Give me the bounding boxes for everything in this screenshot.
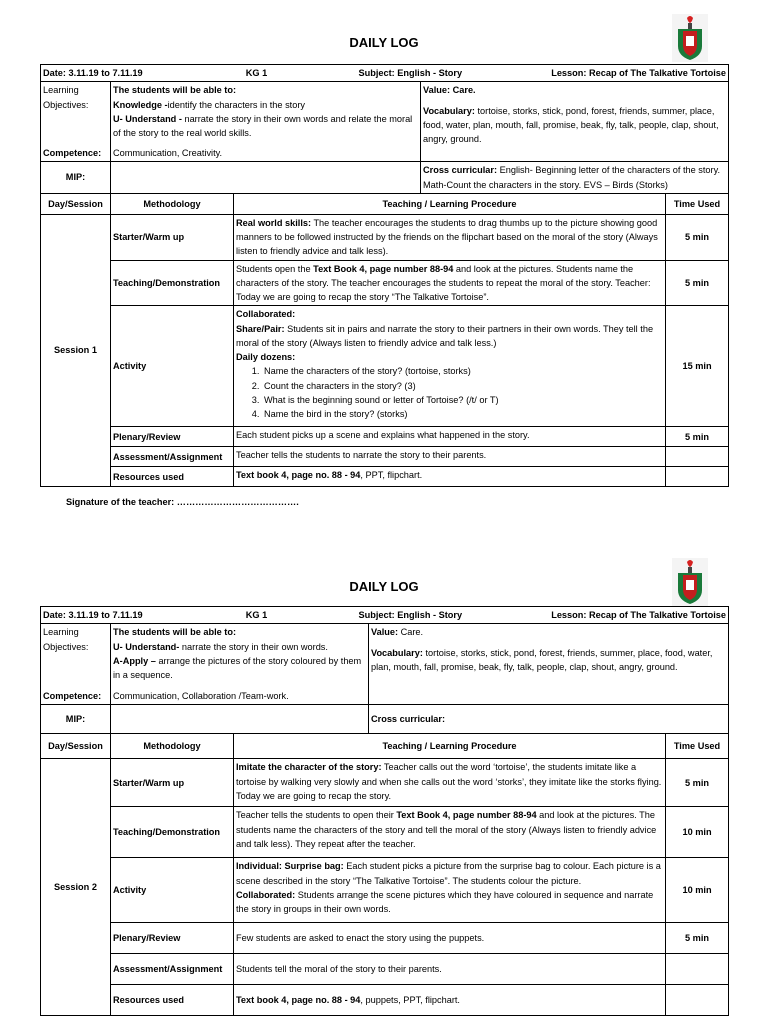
session-label: Session 1 bbox=[41, 214, 111, 487]
value-label: Value: bbox=[423, 85, 451, 96]
method-teaching: Teaching/Demonstration bbox=[111, 807, 234, 858]
value-vocabulary-cell bbox=[421, 82, 729, 162]
resources-text: , PPT, flipchart. bbox=[360, 470, 423, 481]
time-teaching: 5 min bbox=[666, 260, 729, 306]
procedure-teaching-pre: Students open the bbox=[236, 263, 314, 274]
procedure-teaching-pre: Teacher tells the students to open their bbox=[236, 810, 397, 821]
time-activity: 15 min bbox=[666, 306, 729, 427]
procedure-plenary: Few students are asked to enact the story using the puppets. bbox=[234, 923, 666, 954]
list-item: 4. Name the bird in the story? (storks) bbox=[262, 407, 663, 421]
method-activity: Activity bbox=[111, 306, 234, 427]
objectives-intro: The students will be able to: bbox=[113, 85, 237, 96]
activity-collaborated: Collaborated: bbox=[236, 309, 296, 320]
log-table-2 bbox=[40, 606, 729, 1016]
method-teaching: Teaching/Demonstration bbox=[111, 260, 234, 306]
subject-text: Subject: English - Story bbox=[358, 68, 463, 78]
time-assessment bbox=[666, 954, 729, 985]
vocabulary-label: Vocabulary: bbox=[423, 105, 475, 116]
procedure-starter-bold: Imitate the character of the story: bbox=[236, 762, 382, 773]
time-resources bbox=[666, 467, 729, 487]
objective-understand-text: narrate the story in their own words. bbox=[179, 641, 328, 652]
activity-individual-text: Each student picks a picture from the surprise bag to colour. Each picture is a scene described in the story “The Talkative Tortoise”. The students colour the picture. bbox=[236, 861, 661, 886]
activity-collaborated-text: Students arrange the scene pictures which they have coloured in sequence and narrate the story in groups in their own words. bbox=[236, 889, 654, 914]
competence-text: Communication, Creativity. bbox=[113, 148, 223, 158]
objectives-label-cell bbox=[41, 624, 111, 705]
log-header-row bbox=[41, 607, 729, 624]
objective-knowledge-text: identify the characters in the story bbox=[167, 99, 305, 110]
method-plenary: Plenary/Review bbox=[111, 427, 234, 447]
cross-curricular-cell bbox=[421, 162, 729, 194]
date-text: Date: 3.11.19 to 7.11.19 bbox=[43, 610, 143, 620]
lesson-text: Lesson: Recap of The Talkative Tortoise bbox=[551, 610, 726, 620]
teacher-signature: Signature of the teacher: …………………………………. bbox=[66, 497, 299, 507]
school-logo bbox=[672, 558, 708, 606]
mip-label: MIP: bbox=[41, 705, 111, 734]
col-day-session: Day/Session bbox=[41, 734, 111, 759]
objective-understand-term: U- Understand - bbox=[113, 113, 182, 124]
method-resources: Resources used bbox=[111, 467, 234, 487]
cross-curricular-text: English- Beginning letter of the characters of the story. Math-Count the characters in the story. EVS – Birds (Storks) bbox=[423, 165, 721, 190]
objectives-label-cell bbox=[41, 82, 111, 162]
objective-knowledge-term: Knowledge - bbox=[113, 99, 168, 110]
procedure-teaching-text: and look at the pictures. The students name the characters of the story and tell the moral of the story (Always listen to friendly advice and talk less). They repeat after the teacher. bbox=[236, 810, 657, 849]
time-activity: 10 min bbox=[666, 858, 729, 923]
procedure-teaching-bold: Text Book 4, page number 88-94 bbox=[396, 810, 537, 821]
procedure-starter-text: Teacher calls out the word ‘tortoise’, the students imitate like a tortoise by walking very slowly and when she calls out the word ‘storks’, they imitate like the storks flying. Today we are going to recap the story. bbox=[236, 762, 662, 801]
objectives-label: Learning Objectives: bbox=[43, 85, 89, 110]
col-day-session: Day/Session bbox=[41, 193, 111, 214]
grade-text: KG 1 bbox=[245, 610, 268, 620]
value-label: Value: bbox=[371, 627, 399, 638]
method-plenary: Plenary/Review bbox=[111, 923, 234, 954]
log-title: DAILY LOG bbox=[349, 579, 419, 594]
procedure-teaching bbox=[234, 807, 666, 858]
competence-label: Competence: bbox=[43, 148, 102, 158]
method-activity: Activity bbox=[111, 858, 234, 923]
value-vocabulary-cell bbox=[369, 624, 729, 705]
mip-cell bbox=[111, 705, 369, 734]
list-item: 1. Name the characters of the story? (tortoise, storks) bbox=[262, 364, 663, 378]
vocabulary-text: tortoise, storks, stick, pond, forest, friends, summer, place, food, water, plan, mouth, fall, promise, beak, fly, talk, people, clap, shout, angry, ground. bbox=[423, 105, 719, 144]
procedure-activity bbox=[234, 858, 666, 923]
procedure-starter bbox=[234, 759, 666, 807]
procedure-activity bbox=[234, 306, 666, 427]
mip-cell bbox=[111, 162, 421, 194]
procedure-starter-text: The teacher encourages the students to drag thumbs up to the picture showing good manners to be followed instructed by the friends on the flipchart based on the moral of the story (Always listen to friendly advice and talk less). bbox=[236, 217, 658, 257]
method-resources: Resources used bbox=[111, 985, 234, 1016]
col-time-used: Time Used bbox=[666, 734, 729, 759]
objectives-cell bbox=[111, 624, 369, 705]
subject-text: Subject: English - Story bbox=[358, 610, 463, 620]
vocabulary-text: tortoise, storks, stick, pond, forest, friends, summer, place, food, water, plan, mouth, fall, promise, beak, fly, talk, people, clap, shout, angry, ground. bbox=[371, 647, 713, 672]
value-text: Care. bbox=[450, 85, 476, 96]
method-assessment: Assessment/Assignment bbox=[111, 954, 234, 985]
date-text: Date: 3.11.19 to 7.11.19 bbox=[43, 68, 143, 78]
grade-text: KG 1 bbox=[245, 68, 268, 78]
col-methodology: Methodology bbox=[111, 193, 234, 214]
method-starter: Starter/Warm up bbox=[111, 214, 234, 260]
activity-daily-dozens: Daily dozens: bbox=[236, 352, 296, 362]
time-starter: 5 min bbox=[666, 214, 729, 260]
lesson-text: Lesson: Recap of The Talkative Tortoise bbox=[551, 68, 726, 78]
col-procedure: Teaching / Learning Procedure bbox=[234, 193, 666, 214]
objective-understand-text: narrate the story in their own words and relate the moral of the story to the real world skills. bbox=[113, 113, 413, 138]
procedure-resources bbox=[234, 985, 666, 1016]
objective-apply-text: arrange the pictures of the story coloured by them in a sequence. bbox=[113, 655, 362, 680]
resources-text: , puppets, PPT, flipchart. bbox=[360, 995, 460, 1006]
school-logo bbox=[672, 14, 708, 62]
time-resources bbox=[666, 985, 729, 1016]
mip-label: MIP: bbox=[41, 162, 111, 194]
activity-collaborated-bold: Collaborated: bbox=[236, 889, 296, 900]
method-starter: Starter/Warm up bbox=[111, 759, 234, 807]
daily-log-1 bbox=[40, 0, 728, 520]
cross-curricular-label: Cross curricular: bbox=[369, 705, 729, 734]
col-procedure: Teaching / Learning Procedure bbox=[234, 734, 666, 759]
activity-share-text: Students sit in pairs and narrate the story to their partners in their own words. They tell the moral of the story (Always listen to friendly advice and talk less.) bbox=[236, 323, 654, 348]
procedure-teaching bbox=[234, 260, 666, 306]
time-plenary: 5 min bbox=[666, 427, 729, 447]
session-label: Session 2 bbox=[41, 759, 111, 1016]
vocabulary-label: Vocabulary: bbox=[371, 647, 423, 658]
procedure-starter bbox=[234, 214, 666, 260]
procedure-resources bbox=[234, 467, 666, 487]
daily-log-2 bbox=[40, 546, 728, 1024]
value-text: Care. bbox=[398, 627, 424, 638]
time-starter: 5 min bbox=[666, 759, 729, 807]
objective-apply-term: A-Apply – bbox=[113, 655, 156, 666]
competence-text: Communication, Collaboration /Team-work. bbox=[113, 691, 289, 701]
time-assessment bbox=[666, 447, 729, 467]
resources-bold: Text book 4, page no. 88 - 94 bbox=[236, 995, 361, 1006]
procedure-teaching-text: and look at the pictures. Students name the characters of the story. The teacher encourages the students to repeat the moral of the story. Teacher: Today we are going to recap the story “The Talkative Tortoise”. bbox=[236, 263, 651, 302]
procedure-plenary: Each student picks up a scene and explains what happened in the story. bbox=[234, 427, 666, 447]
list-item: 2. Count the characters in the story? (3) bbox=[262, 379, 663, 393]
objectives-label: Learning Objectives: bbox=[43, 627, 89, 652]
log-header-row bbox=[41, 65, 729, 82]
time-teaching: 10 min bbox=[666, 807, 729, 858]
cross-curricular-label: Cross curricular: bbox=[423, 165, 498, 176]
procedure-starter-bold: Real world skills: bbox=[236, 217, 312, 228]
procedure-assessment: Students tell the moral of the story to their parents. bbox=[234, 954, 666, 985]
list-item: 3. What is the beginning sound or letter of Tortoise? (/t/ or T) bbox=[262, 393, 663, 407]
procedure-assessment: Teacher tells the students to narrate the story to their parents. bbox=[234, 447, 666, 467]
procedure-teaching-bold: Text Book 4, page number 88-94 bbox=[313, 263, 454, 274]
resources-bold: Text book 4, page no. 88 - 94 bbox=[236, 470, 361, 481]
time-plenary: 5 min bbox=[666, 923, 729, 954]
log-title: DAILY LOG bbox=[349, 35, 419, 50]
method-assessment: Assessment/Assignment bbox=[111, 447, 234, 467]
activity-share-bold: Share/Pair: bbox=[236, 323, 285, 334]
activity-individual-bold: Individual: Surprise bag: bbox=[236, 861, 344, 872]
objectives-intro: The students will be able to: bbox=[113, 627, 237, 638]
competence-label: Competence: bbox=[43, 691, 102, 701]
col-time-used: Time Used bbox=[666, 193, 729, 214]
col-methodology: Methodology bbox=[111, 734, 234, 759]
log-table-1 bbox=[40, 64, 729, 487]
objectives-cell bbox=[111, 82, 421, 162]
objective-understand-term: U- Understand- bbox=[113, 641, 180, 652]
daily-dozens-list bbox=[236, 364, 663, 421]
